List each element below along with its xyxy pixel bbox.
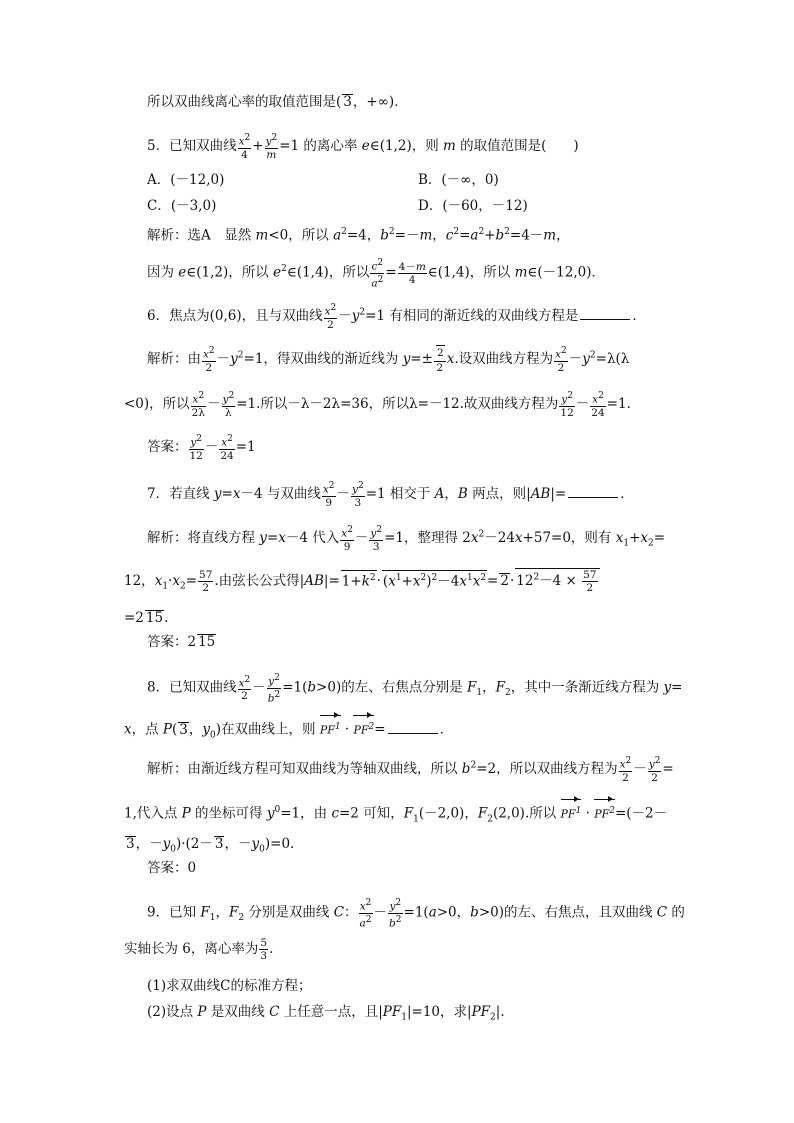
question-7: 7．若直线 y=x－4 与双曲线 $\frac{x2}{9}$ － $\frac{y2}{3}$ =1 相交于 A，B 两点，则|AB|= ．: [147, 481, 634, 509]
solution-line: 1,代入点 P 的坐标可得 $y^0=1$，由 c=2 可知，$F_1(-2,0)$，$F_2(2,0)$.所以 $PF^1 \cdot PF^2=(-2-$: [124, 797, 667, 829]
solution-line: 解析：由 $\frac{x2}{2}$ $-y^2=1$，得双曲线的渐近线为 y=± $\frac{2}{2}$ x.设双曲线方程为 $\frac{x2}{2}$ $-y^2=\lambda(\lambda$: [147, 346, 630, 374]
question-5: 5．已知双曲线 $\frac{x2}{4}$ + $\frac{y2}{m}$ =1 的离心率 e∈(1,2)，则 m 的取值范围是( ): [147, 133, 579, 161]
solution-line: 解析：将直线方程 y=x－4 代入 $\frac{x2}{9}$ － $\frac{y2}{3}$ =1，整理得 $2x^2-24x+57=0$，则有 $x_1+x_2=$: [147, 525, 666, 553]
question-8: 8．已知双曲线 $\frac{x2}{2}$ － $\frac{y2}{b2}$ =1(b>0)的左、右焦点分别是 $F_1$，$F_2$，其中一条渐近线方程为 y=: [147, 673, 683, 704]
answer-6: 答案： $\frac{y2}{12}$ － $\frac{x2}{24}$ =1: [147, 434, 256, 462]
answer-8: 答案：0: [147, 860, 197, 876]
question-9: 9．已知 $F_1$，$F_2$ 分别是双曲线 C： $\frac{x2}{a2}$ － $\frac{y2}{b2}$ =1(a>0，b>0)的左、右焦点，且双曲线 C 的: [147, 898, 685, 929]
solution-line: =2 15.: [124, 610, 169, 626]
question-9-part-2: (2)设点 P 是双曲线 C 上任意一点，且$|PF_1|=10$，求$|PF_2|$.: [147, 1004, 505, 1023]
question-9-part-1: (1)求双曲线C的标准方程；: [147, 978, 312, 994]
solution-line: 所以双曲线离心率的取值范围是( 3，+∞)．: [147, 94, 408, 110]
option-d: D．(－60，－12): [418, 198, 528, 214]
question-9: 实轴长为 6，离心率为 $\frac{5}{3}$ .: [124, 937, 274, 962]
option-b: B．(－∞，0): [418, 172, 499, 188]
solution-line: 解析：由渐近线方程可知双曲线为等轴双曲线，所以 $b^2=2$，所以双曲线方程为 $\frac{x2}{2}$ － $\frac{y2}{2}$ =: [147, 756, 674, 784]
solution-line: 12，$x_1\cdot x_2=$ $\frac{57}{2}$ .由弦长公式得$|AB|= 1+k^2\cdot (x^1+x^2)^2-4x^1x^2= 2\cdot 12^2-4$ × $\frac{57}{2}$: [124, 568, 600, 597]
option-a: A．(－12,0): [147, 172, 225, 188]
question-6: 6．焦点为(0,6)，且与双曲线 $\frac{x2}{2}$ $-y^2=1$ 有相同的渐近线的双曲线方程是 ．: [147, 303, 646, 331]
question-8: x，点 P( 3，$y_0$)在双曲线上，则 $PF^1 \cdot PF^2=$ ．: [124, 713, 453, 745]
answer-7: 答案：2 15: [147, 634, 216, 650]
option-c: C．(－3,0): [147, 198, 217, 214]
solution-line: 3，$-y_0)\cdot(2- 3$，$-y_0)=0$.: [126, 836, 295, 855]
solution-line: <0)，所以 $\frac{x2}{2\lambda}$ － $\frac{y2}{\lambda}$ =1.所以－λ－2λ=36，所以λ=－12.故双曲线方程为 $\frac{y2}{12}$ － $\frac{x2}{24}$ =1.: [124, 391, 631, 419]
solution-line: 因为 e∈(1,2)，所以 $e^2\in(1,4)$，所以 $\frac{c2}{a2}$ = $\frac{4-m}{4}$ ∈(1,4)，所以 m∈(－12,0)．: [147, 258, 605, 289]
solution-line: 解析：选A 显然 m<0，所以 $a^2=4$，$b^2=-m$，$c^2=a^2+b^2=4-m$，: [147, 227, 570, 244]
